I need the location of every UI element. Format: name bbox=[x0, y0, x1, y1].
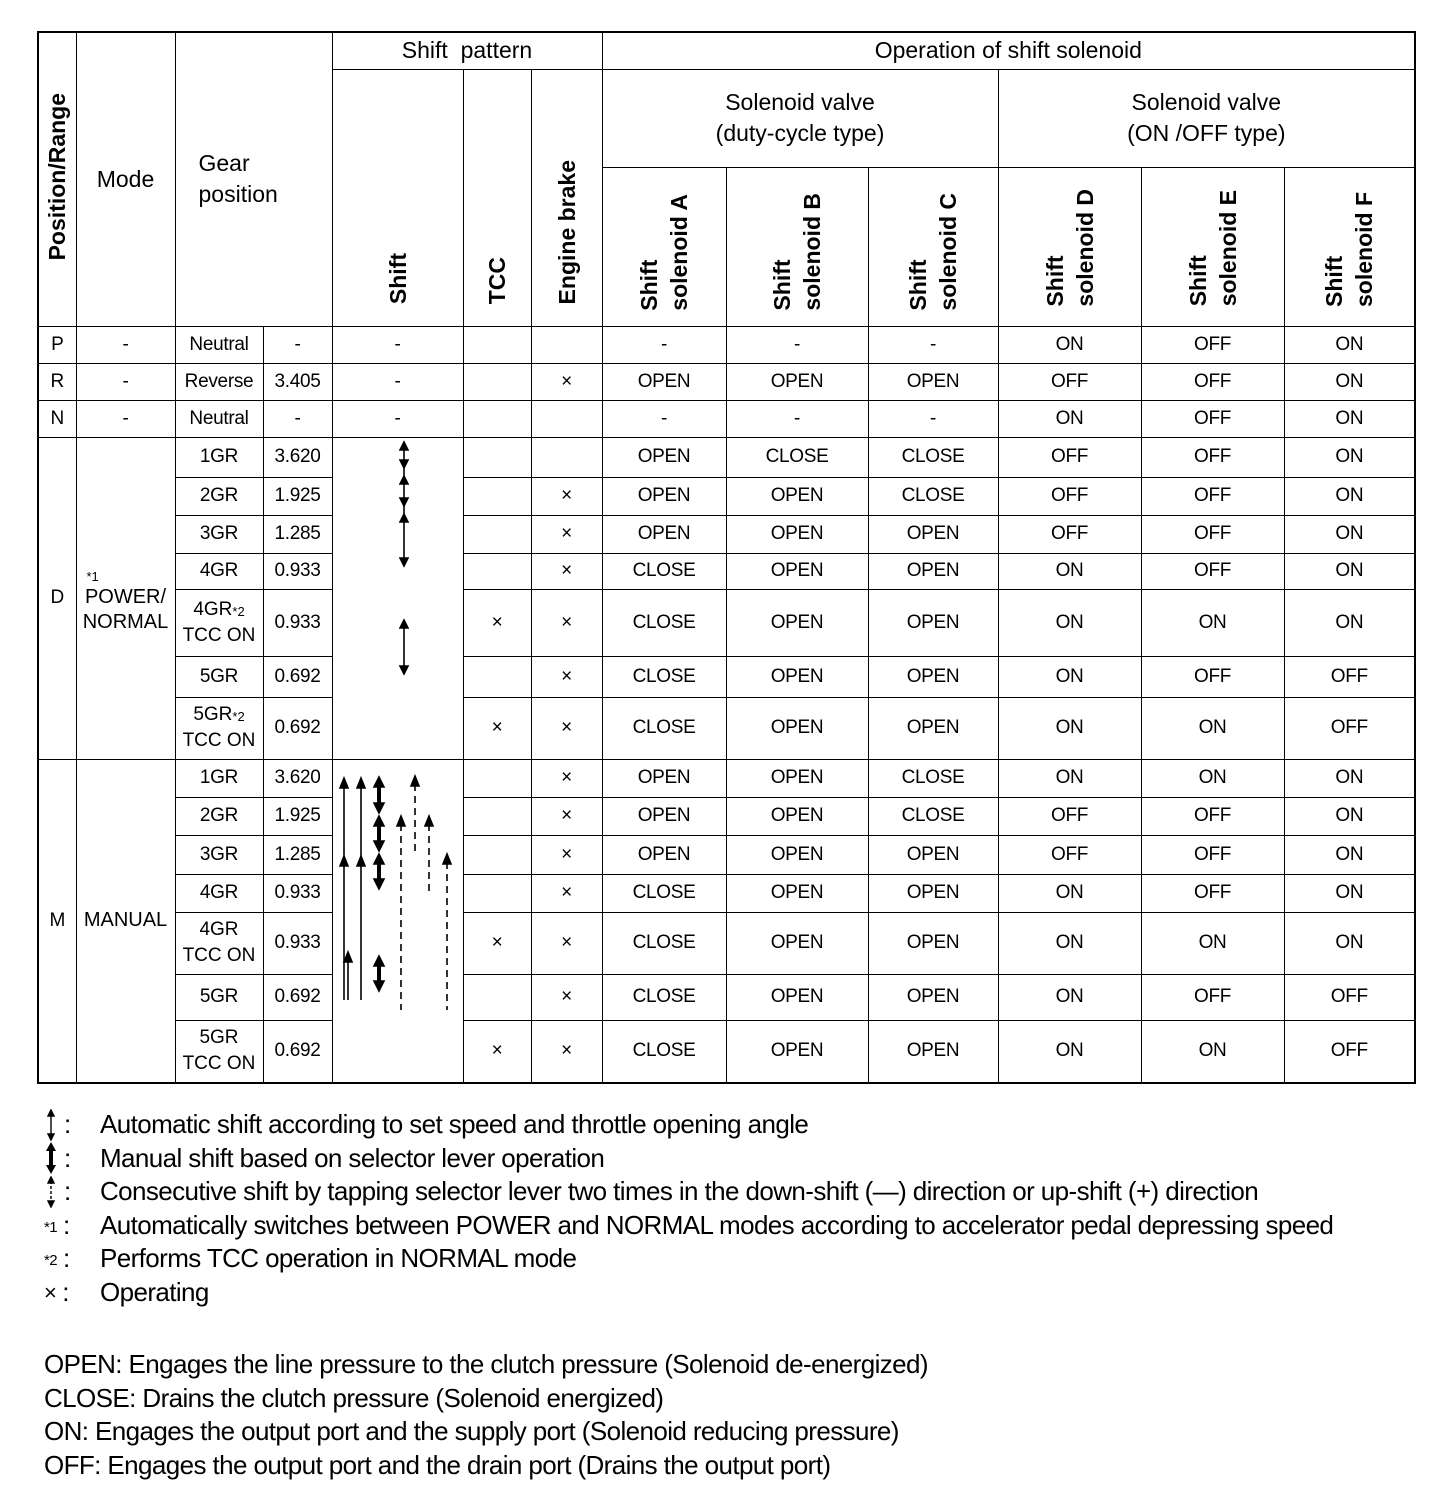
engine-brake-cell: × bbox=[531, 363, 602, 400]
engine-brake-cell bbox=[531, 400, 602, 437]
legend-item bbox=[44, 1276, 1424, 1310]
note-1-symbol: *1 : bbox=[44, 1209, 70, 1240]
d-shift-pattern-cell bbox=[332, 437, 463, 759]
position-cell: R bbox=[38, 363, 76, 400]
table-row bbox=[38, 477, 1415, 515]
solenoid-a-cell: OPEN bbox=[602, 363, 726, 400]
shift-cell: - bbox=[332, 326, 463, 363]
table-row bbox=[38, 363, 1415, 400]
solenoid-a-cell: OPEN bbox=[602, 759, 726, 797]
legend-text: Automatically switches between POWER and NORMAL modes according to accelerator pedal depressing speed bbox=[100, 1209, 1334, 1240]
solenoid-e-cell: OFF bbox=[1141, 656, 1284, 697]
tcc-cell bbox=[463, 326, 531, 363]
solenoid-c-cell: OPEN bbox=[868, 515, 998, 553]
solenoid-e-cell: OFF bbox=[1141, 515, 1284, 553]
solenoid-a-cell: CLOSE bbox=[602, 974, 726, 1020]
gear-cell: 5GR TCC ON bbox=[175, 1020, 263, 1083]
engine-brake-cell: × bbox=[531, 797, 602, 835]
tcc-cell bbox=[463, 974, 531, 1020]
definitions bbox=[44, 1348, 928, 1482]
solenoid-a-cell: OPEN bbox=[602, 835, 726, 874]
solenoid-e-cell: OFF bbox=[1141, 437, 1284, 477]
solenoid-f-cell: ON bbox=[1284, 797, 1415, 835]
m-shift-pattern-cell bbox=[332, 759, 463, 1083]
note-mark: *2 bbox=[232, 603, 245, 619]
engine-brake-cell: × bbox=[531, 974, 602, 1020]
solenoid-f-cell: ON bbox=[1284, 515, 1415, 553]
solenoid-b-cell: OPEN bbox=[726, 656, 868, 697]
solenoid-f-cell: ON bbox=[1284, 589, 1415, 656]
tcc-cell: × bbox=[463, 1020, 531, 1083]
gear-cell: Neutral bbox=[175, 326, 263, 363]
solenoid-c-cell: OPEN bbox=[868, 697, 998, 759]
solenoid-b-cell: OPEN bbox=[726, 797, 868, 835]
ratio-cell: 0.933 bbox=[263, 553, 332, 589]
solenoid-d-cell: ON bbox=[998, 759, 1141, 797]
solenoid-b-cell: OPEN bbox=[726, 697, 868, 759]
table-row bbox=[38, 437, 1415, 477]
solenoid-f-cell: ON bbox=[1284, 400, 1415, 437]
solenoid-e-cell: OFF bbox=[1141, 363, 1284, 400]
ratio-cell: 0.692 bbox=[263, 1020, 332, 1083]
engine-brake-cell: × bbox=[531, 697, 602, 759]
legend-item bbox=[44, 1242, 1424, 1276]
mode-cell: - bbox=[76, 326, 175, 363]
solenoid-e-cell: ON bbox=[1141, 589, 1284, 656]
mode-cell: - bbox=[76, 363, 175, 400]
solenoid-b-header: Shift solenoid B bbox=[726, 167, 868, 326]
solenoid-c-cell: CLOSE bbox=[868, 477, 998, 515]
solenoid-b-cell: OPEN bbox=[726, 1020, 868, 1083]
table-row bbox=[38, 797, 1415, 835]
gear-position-header: Gear position bbox=[175, 32, 332, 326]
legend-item bbox=[44, 1209, 1424, 1243]
engine-brake-cell bbox=[531, 326, 602, 363]
solenoid-b-cell: OPEN bbox=[726, 912, 868, 974]
tcc-cell bbox=[463, 400, 531, 437]
mode-cell: - bbox=[76, 400, 175, 437]
solenoid-d-cell: ON bbox=[998, 326, 1141, 363]
solenoid-f-cell: ON bbox=[1284, 363, 1415, 400]
solenoid-a-cell: CLOSE bbox=[602, 656, 726, 697]
solenoid-d-cell: ON bbox=[998, 553, 1141, 589]
solenoid-e-cell: OFF bbox=[1141, 477, 1284, 515]
solenoid-f-cell: ON bbox=[1284, 835, 1415, 874]
solenoid-d-cell: ON bbox=[998, 589, 1141, 656]
solenoid-a-cell: - bbox=[602, 400, 726, 437]
tcc-cell bbox=[463, 759, 531, 797]
solenoid-e-cell: ON bbox=[1141, 1020, 1284, 1083]
tcc-cell bbox=[463, 363, 531, 400]
engine-brake-cell: × bbox=[531, 1020, 602, 1083]
table-row bbox=[38, 656, 1415, 697]
engine-brake-header: Engine brake bbox=[531, 69, 602, 326]
tcc-cell: × bbox=[463, 697, 531, 759]
solenoid-a-cell: - bbox=[602, 326, 726, 363]
tcc-cell bbox=[463, 477, 531, 515]
solenoid-c-cell: OPEN bbox=[868, 835, 998, 874]
solenoid-c-cell: OPEN bbox=[868, 974, 998, 1020]
engine-brake-cell: × bbox=[531, 874, 602, 912]
solenoid-d-cell: ON bbox=[998, 697, 1141, 759]
solenoid-f-cell: OFF bbox=[1284, 697, 1415, 759]
table-row bbox=[38, 515, 1415, 553]
solenoid-f-cell: OFF bbox=[1284, 656, 1415, 697]
solenoid-a-cell: OPEN bbox=[602, 477, 726, 515]
position-cell: M bbox=[38, 759, 76, 1083]
solenoid-d-cell: ON bbox=[998, 912, 1141, 974]
solenoid-b-cell: OPEN bbox=[726, 477, 868, 515]
solenoid-a-cell: CLOSE bbox=[602, 912, 726, 974]
ratio-cell: 0.933 bbox=[263, 912, 332, 974]
operating-mark-symbol: × : bbox=[44, 1276, 69, 1307]
ratio-cell: 3.620 bbox=[263, 437, 332, 477]
manual-shift-arrow-icon: : bbox=[44, 1142, 100, 1176]
legend bbox=[44, 1108, 1424, 1309]
solenoid-a-cell: CLOSE bbox=[602, 874, 726, 912]
solenoid-e-cell: OFF bbox=[1141, 797, 1284, 835]
table-row bbox=[38, 697, 1415, 759]
table-row bbox=[38, 589, 1415, 656]
solenoid-c-cell: - bbox=[868, 400, 998, 437]
table-row bbox=[38, 874, 1415, 912]
ratio-cell: 0.692 bbox=[263, 656, 332, 697]
auto-shift-arrow-icon: : bbox=[44, 1108, 100, 1142]
shift-cell: - bbox=[332, 363, 463, 400]
solenoid-c-header: Shift solenoid C bbox=[868, 167, 998, 326]
shift-cell: - bbox=[332, 400, 463, 437]
solenoid-e-cell: OFF bbox=[1141, 835, 1284, 874]
table-row bbox=[38, 759, 1415, 797]
solenoid-f-cell: ON bbox=[1284, 874, 1415, 912]
definition-open: OPEN: Engages the line pressure to the clutch pressure (Solenoid de-energized) bbox=[44, 1349, 928, 1379]
solenoid-e-cell: OFF bbox=[1141, 974, 1284, 1020]
solenoid-f-header: Shift solenoid F bbox=[1284, 167, 1415, 326]
ratio-cell: 1.285 bbox=[263, 515, 332, 553]
solenoid-d-cell: ON bbox=[998, 400, 1141, 437]
ratio-cell: 3.620 bbox=[263, 759, 332, 797]
solenoid-a-cell: OPEN bbox=[602, 437, 726, 477]
note-mark: *2 bbox=[232, 709, 245, 724]
ratio-cell: 1.285 bbox=[263, 835, 332, 874]
solenoid-c-cell: OPEN bbox=[868, 553, 998, 589]
solenoid-d-cell: ON bbox=[998, 874, 1141, 912]
solenoid-e-cell: ON bbox=[1141, 759, 1284, 797]
engine-brake-cell: × bbox=[531, 656, 602, 697]
solenoid-a-cell: OPEN bbox=[602, 797, 726, 835]
table-header bbox=[38, 32, 1415, 326]
solenoid-f-cell: ON bbox=[1284, 553, 1415, 589]
solenoid-c-cell: OPEN bbox=[868, 589, 998, 656]
solenoid-d-cell: OFF bbox=[998, 835, 1141, 874]
table-row bbox=[38, 400, 1415, 437]
m-shift-pattern-arrows bbox=[333, 760, 464, 1084]
legend-item bbox=[44, 1175, 1424, 1209]
engine-brake-cell: × bbox=[531, 912, 602, 974]
solenoid-f-cell: ON bbox=[1284, 477, 1415, 515]
gear-cell: 3GR bbox=[175, 515, 263, 553]
gear-cell: 4GR bbox=[175, 553, 263, 589]
solenoid-b-cell: - bbox=[726, 400, 868, 437]
definition-on: ON: Engages the output port and the supply port (Solenoid reducing pressure) bbox=[44, 1416, 899, 1446]
legend-text: Manual shift based on selector lever operation bbox=[100, 1142, 605, 1173]
solenoid-c-cell: CLOSE bbox=[868, 759, 998, 797]
gear-cell: 1GR bbox=[175, 759, 263, 797]
table-body bbox=[38, 326, 1415, 1083]
tcc-cell bbox=[463, 515, 531, 553]
shift-header: Shift bbox=[332, 69, 463, 326]
position-cell: N bbox=[38, 400, 76, 437]
gear-cell: 4GR TCC ON bbox=[175, 912, 263, 974]
ratio-cell: - bbox=[263, 400, 332, 437]
solenoid-f-cell: ON bbox=[1284, 326, 1415, 363]
solenoid-c-cell: OPEN bbox=[868, 912, 998, 974]
solenoid-b-cell: OPEN bbox=[726, 515, 868, 553]
gear-cell: 1GR bbox=[175, 437, 263, 477]
table-row bbox=[38, 553, 1415, 589]
solenoid-a-cell: OPEN bbox=[602, 515, 726, 553]
engine-brake-cell: × bbox=[531, 515, 602, 553]
solenoid-b-cell: OPEN bbox=[726, 835, 868, 874]
table-row bbox=[38, 1020, 1415, 1083]
legend-item bbox=[44, 1108, 1424, 1142]
solenoid-b-cell: OPEN bbox=[726, 974, 868, 1020]
tcc-header: TCC bbox=[463, 69, 531, 326]
table-row bbox=[38, 326, 1415, 363]
engine-brake-cell: × bbox=[531, 589, 602, 656]
solenoid-a-header: Shift solenoid A bbox=[602, 167, 726, 326]
ratio-cell: 3.405 bbox=[263, 363, 332, 400]
tcc-cell: × bbox=[463, 589, 531, 656]
solenoid-c-cell: CLOSE bbox=[868, 797, 998, 835]
engine-brake-cell: × bbox=[531, 759, 602, 797]
duty-cycle-header: Solenoid valve (duty-cycle type) bbox=[602, 69, 998, 167]
solenoid-d-cell: ON bbox=[998, 974, 1141, 1020]
legend-text: Operating bbox=[100, 1276, 209, 1307]
solenoid-a-cell: CLOSE bbox=[602, 589, 726, 656]
consecutive-shift-arrow-icon: : bbox=[44, 1175, 100, 1209]
solenoid-e-cell: OFF bbox=[1141, 326, 1284, 363]
solenoid-c-cell: OPEN bbox=[868, 1020, 998, 1083]
gear-cell: 2GR bbox=[175, 797, 263, 835]
ratio-cell: - bbox=[263, 326, 332, 363]
position-range-header: Position/Range bbox=[38, 32, 76, 326]
solenoid-e-cell: ON bbox=[1141, 697, 1284, 759]
solenoid-d-cell: OFF bbox=[998, 437, 1141, 477]
solenoid-c-cell: CLOSE bbox=[868, 437, 998, 477]
solenoid-b-cell: OPEN bbox=[726, 589, 868, 656]
tcc-cell bbox=[463, 553, 531, 589]
solenoid-a-cell: CLOSE bbox=[602, 697, 726, 759]
legend-text: Automatic shift according to set speed and throttle opening angle bbox=[100, 1109, 809, 1139]
position-cell: D bbox=[38, 437, 76, 759]
solenoid-d-cell: OFF bbox=[998, 515, 1141, 553]
tcc-cell bbox=[463, 656, 531, 697]
solenoid-e-header: Shift solenoid E bbox=[1141, 167, 1284, 326]
solenoid-e-cell: ON bbox=[1141, 912, 1284, 974]
gear-cell: Neutral bbox=[175, 400, 263, 437]
engine-brake-cell: × bbox=[531, 553, 602, 589]
gear-cell: 5GR$^{*2}$ TCC ON bbox=[175, 697, 263, 759]
solenoid-b-cell: OPEN bbox=[726, 553, 868, 589]
position-cell: P bbox=[38, 326, 76, 363]
solenoid-b-cell: CLOSE bbox=[726, 437, 868, 477]
solenoid-f-cell: OFF bbox=[1284, 974, 1415, 1020]
solenoid-b-cell: OPEN bbox=[726, 759, 868, 797]
solenoid-b-cell: OPEN bbox=[726, 874, 868, 912]
tcc-cell bbox=[463, 835, 531, 874]
ratio-cell: 1.925 bbox=[263, 797, 332, 835]
legend-text: Performs TCC operation in NORMAL mode bbox=[100, 1243, 577, 1273]
definition-off: OFF: Engages the output port and the drain port (Drains the output port) bbox=[44, 1449, 831, 1480]
solenoid-a-cell: CLOSE bbox=[602, 553, 726, 589]
solenoid-e-cell: OFF bbox=[1141, 553, 1284, 589]
gear-cell: 5GR bbox=[175, 656, 263, 697]
tcc-cell: × bbox=[463, 912, 531, 974]
legend-text: Consecutive shift by tapping selector lever two times in the down-shift (—) direction or up-shift (+) direction bbox=[100, 1176, 1259, 1206]
solenoid-c-cell: OPEN bbox=[868, 874, 998, 912]
gear-cell: 3GR bbox=[175, 835, 263, 874]
engine-brake-cell bbox=[531, 437, 602, 477]
table-row bbox=[38, 912, 1415, 974]
table-row bbox=[38, 835, 1415, 874]
solenoid-d-header: Shift solenoid D bbox=[998, 167, 1141, 326]
gear-cell: 4GR bbox=[175, 874, 263, 912]
engine-brake-cell: × bbox=[531, 835, 602, 874]
solenoid-operation-table bbox=[37, 31, 1416, 1084]
solenoid-e-cell: OFF bbox=[1141, 400, 1284, 437]
solenoid-d-cell: ON bbox=[998, 1020, 1141, 1083]
definition-close: CLOSE: Drains the clutch pressure (Solenoid energized) bbox=[44, 1382, 664, 1413]
solenoid-e-cell: OFF bbox=[1141, 874, 1284, 912]
engine-brake-cell: × bbox=[531, 477, 602, 515]
gear-cell: 4GR$^{*2}$ TCC ON bbox=[175, 589, 263, 656]
solenoid-b-cell: - bbox=[726, 326, 868, 363]
gear-cell: Reverse bbox=[175, 363, 263, 400]
d-shift-pattern-arrows bbox=[333, 438, 464, 758]
solenoid-f-cell: OFF bbox=[1284, 1020, 1415, 1083]
solenoid-c-cell: OPEN bbox=[868, 656, 998, 697]
legend-item bbox=[44, 1142, 1424, 1176]
note-mark: *1 bbox=[86, 568, 99, 584]
tcc-cell bbox=[463, 874, 531, 912]
tcc-cell bbox=[463, 437, 531, 477]
solenoid-a-cell: CLOSE bbox=[602, 1020, 726, 1083]
solenoid-f-cell: ON bbox=[1284, 437, 1415, 477]
solenoid-b-cell: OPEN bbox=[726, 363, 868, 400]
ratio-cell: 0.692 bbox=[263, 974, 332, 1020]
solenoid-c-cell: - bbox=[868, 326, 998, 363]
on-off-type-header: Solenoid valve (ON /OFF type) bbox=[998, 69, 1415, 167]
ratio-cell: 1.925 bbox=[263, 477, 332, 515]
mode-cell: $^{*1}$ POWER/ NORMAL bbox=[76, 437, 175, 759]
ratio-cell: 0.933 bbox=[263, 589, 332, 656]
gear-cell: 5GR bbox=[175, 974, 263, 1020]
mode-header: Mode bbox=[76, 32, 175, 326]
solenoid-d-cell: OFF bbox=[998, 477, 1141, 515]
mode-cell: MANUAL bbox=[76, 759, 175, 1083]
note-2-symbol: *2 : bbox=[44, 1243, 70, 1273]
table-row bbox=[38, 974, 1415, 1020]
gear-cell: 2GR bbox=[175, 477, 263, 515]
solenoid-d-cell: OFF bbox=[998, 797, 1141, 835]
solenoid-f-cell: ON bbox=[1284, 912, 1415, 974]
solenoid-c-cell: OPEN bbox=[868, 363, 998, 400]
solenoid-f-cell: ON bbox=[1284, 759, 1415, 797]
solenoid-d-cell: OFF bbox=[998, 363, 1141, 400]
ratio-cell: 0.692 bbox=[263, 697, 332, 759]
ratio-cell: 0.933 bbox=[263, 874, 332, 912]
operation-header: Operation of shift solenoid bbox=[602, 32, 1415, 69]
solenoid-d-cell: ON bbox=[998, 656, 1141, 697]
shift-pattern-header: Shift pattern bbox=[332, 32, 602, 69]
tcc-cell bbox=[463, 797, 531, 835]
